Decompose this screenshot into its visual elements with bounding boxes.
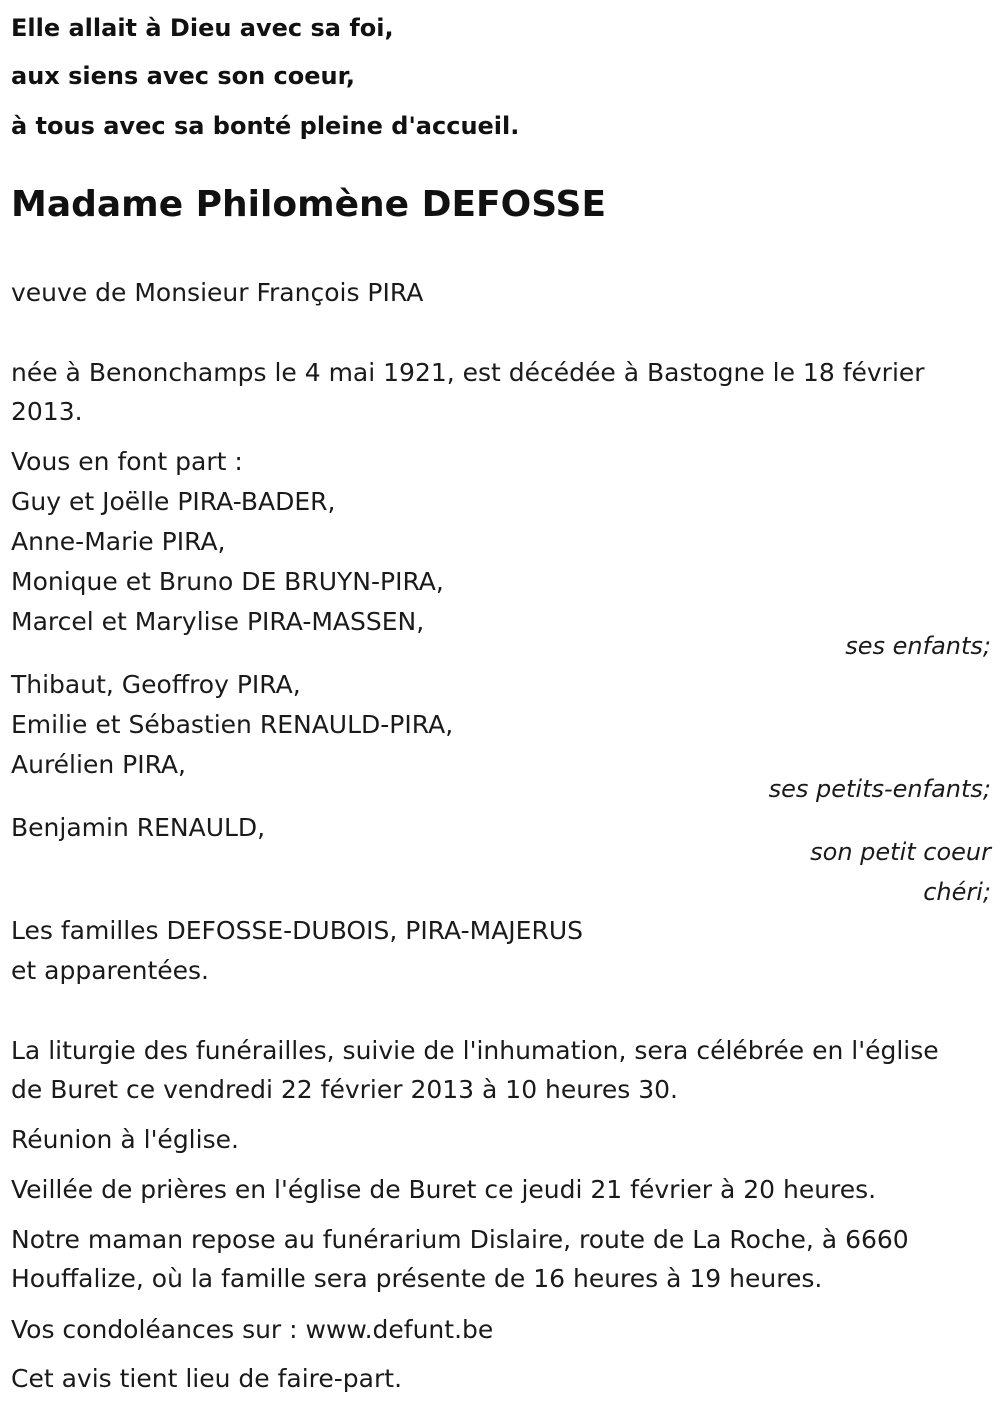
deceased-name: Madame Philomène DEFOSSE [11, 184, 607, 225]
spouse-line: veuve de Monsieur François PIRA [11, 278, 424, 307]
verse-line-3: à tous avec sa bonté pleine d'accueil. [11, 112, 520, 140]
children-role: ses enfants; [845, 632, 991, 660]
verse-line-2: aux siens avec son coeur, [11, 62, 356, 90]
grandchildren-role: ses petits-enfants; [768, 775, 991, 803]
families-line-1: Les familles DEFOSSE-DUBOIS, PIRA-MAJERUS [11, 916, 583, 945]
grandchild-entry: Aurélien PIRA, [11, 750, 186, 779]
child-entry: Monique et Bruno DE BRUYN-PIRA, [11, 567, 444, 596]
verse-line-1: Elle allait à Dieu avec sa foi, [11, 14, 394, 42]
families-line-2: et apparentées. [11, 956, 209, 985]
vigil-line: Veillée de prières en l'église de Buret ce jeudi 21 février à 20 heures. [11, 1175, 877, 1204]
liturgy-line-2: de Buret ce vendredi 22 février 2013 à 10 heures 30. [11, 1075, 678, 1104]
condolences-line: Vos condoléances sur : www.defunt.be [11, 1315, 494, 1344]
birth-death-line-2: 2013. [11, 397, 83, 426]
closing-line: Cet avis tient lieu de faire-part. [11, 1364, 403, 1393]
liturgy-line-1: La liturgie des funérailles, suivie de l'inhumation, sera célébrée en l'église [11, 1036, 939, 1065]
rest-line-1: Notre maman repose au funérarium Dislaire, route de La Roche, à 6660 [11, 1225, 909, 1254]
child-entry: Marcel et Marylise PIRA-MASSEN, [11, 607, 425, 636]
birth-death-line-1: née à Benonchamps le 4 mai 1921, est décédée à Bastogne le 18 février [11, 358, 925, 387]
great-grandchild-role-line-1: son petit coeur [810, 838, 991, 866]
great-grandchild-entry: Benjamin RENAULD, [11, 813, 266, 842]
great-grandchild-role-line-2: chéri; [923, 878, 991, 906]
rest-line-2: Houffalize, où la famille sera présente de 16 heures à 19 heures. [11, 1264, 823, 1293]
obituary-notice [11, 0, 991, 1414]
announce-intro: Vous en font part : [11, 447, 243, 476]
grandchild-entry: Thibaut, Geoffroy PIRA, [11, 670, 301, 699]
child-entry: Guy et Joëlle PIRA-BADER, [11, 487, 336, 516]
meeting-line: Réunion à l'église. [11, 1125, 239, 1154]
child-entry: Anne-Marie PIRA, [11, 527, 226, 556]
grandchild-entry: Emilie et Sébastien RENAULD-PIRA, [11, 710, 454, 739]
